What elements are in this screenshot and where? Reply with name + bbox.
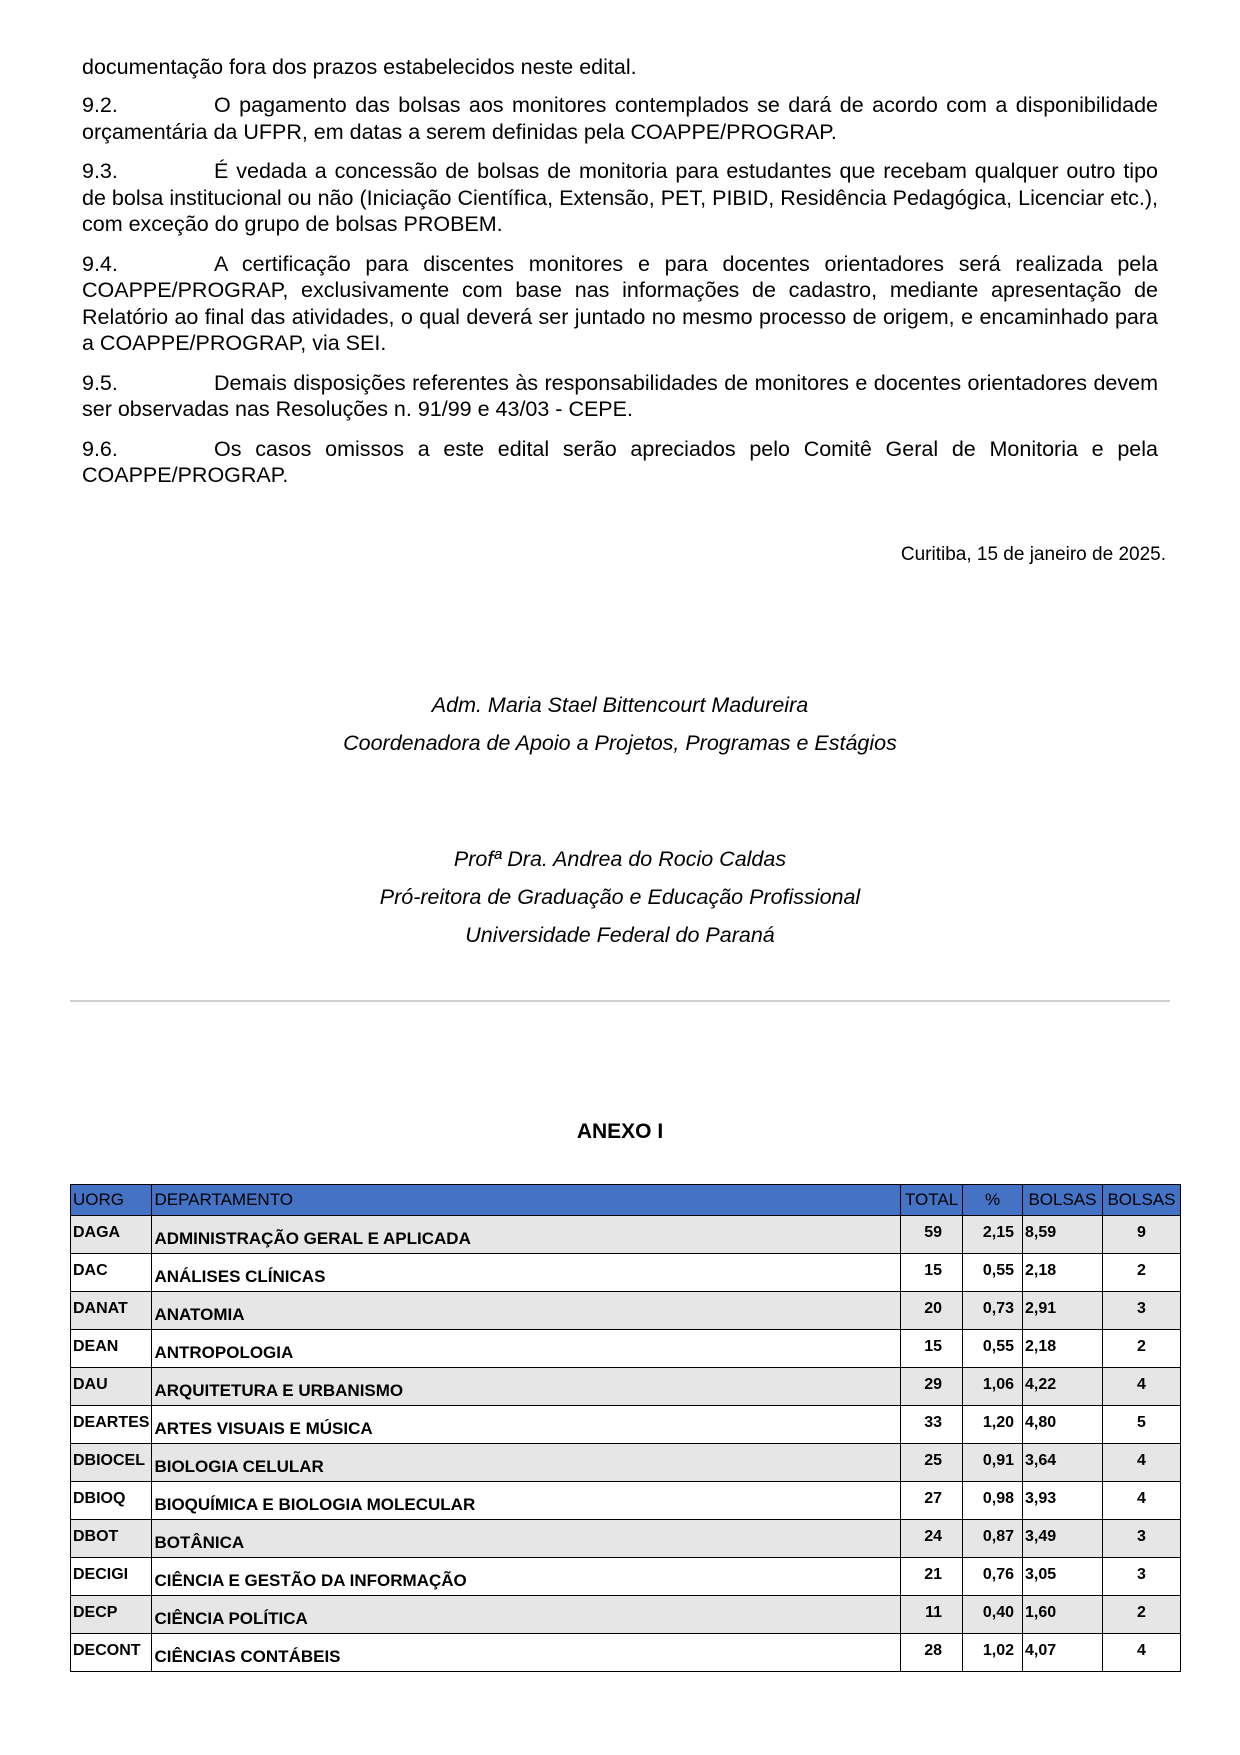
cell-uorg: DBOT bbox=[71, 1520, 152, 1558]
cell-percent: 0,55 bbox=[963, 1330, 1023, 1368]
cell-bolsas-rounded: 5 bbox=[1102, 1406, 1180, 1444]
header-bolsas: BOLSAS bbox=[1023, 1185, 1103, 1216]
cell-bolsas: 3,49 bbox=[1023, 1520, 1103, 1558]
clause-text: Os casos omissos a este edital serão apreciados pelo Comitê Geral de Monitoria e pela COAPPE/PROGRAP. bbox=[82, 436, 1158, 487]
table-row bbox=[71, 1292, 1181, 1330]
clause-number: 9.3. bbox=[82, 159, 118, 183]
cell-uorg: DBIOCEL bbox=[71, 1444, 152, 1482]
clause-number: 9.2. bbox=[82, 93, 118, 117]
cell-departamento: ANTROPOLOGIA bbox=[152, 1330, 901, 1368]
cell-percent: 0,55 bbox=[963, 1254, 1023, 1292]
cell-uorg: DECIGI bbox=[71, 1558, 152, 1596]
header-percent: % bbox=[963, 1185, 1023, 1216]
signatory-institution: Universidade Federal do Paraná bbox=[465, 923, 775, 947]
clause-text: Demais disposições referentes às responsabilidades de monitores e docentes orientadores devem ser observadas nas Resoluções n. 91/99 e 43/03 - CEPE. bbox=[82, 370, 1158, 421]
cell-bolsas: 2,91 bbox=[1023, 1292, 1103, 1330]
cell-departamento: BIOLOGIA CELULAR bbox=[152, 1444, 901, 1482]
cell-departamento: ANATOMIA bbox=[152, 1292, 901, 1330]
cell-total: 11 bbox=[901, 1596, 963, 1634]
cell-uorg: DEARTES bbox=[71, 1406, 152, 1444]
header-bolsas-rounded: BOLSAS bbox=[1102, 1185, 1180, 1216]
clause-9-6 bbox=[82, 436, 1158, 489]
signature-block-2 bbox=[82, 840, 1158, 954]
cell-percent: 0,98 bbox=[963, 1482, 1023, 1520]
header-uorg: UORG bbox=[71, 1185, 152, 1216]
cell-bolsas: 8,59 bbox=[1023, 1216, 1103, 1254]
annex-title: ANEXO I bbox=[576, 1120, 664, 1143]
cell-total: 20 bbox=[901, 1292, 963, 1330]
clauses bbox=[82, 92, 1158, 502]
clause-number: 9.6. bbox=[82, 436, 118, 461]
cell-bolsas: 4,22 bbox=[1023, 1368, 1103, 1406]
cell-uorg: DBIOQ bbox=[71, 1482, 152, 1520]
table-row bbox=[71, 1216, 1181, 1254]
table-row bbox=[71, 1254, 1181, 1292]
cell-bolsas-rounded: 3 bbox=[1102, 1292, 1180, 1330]
header-departamento: DEPARTAMENTO bbox=[152, 1185, 901, 1216]
clause-number: 9.5. bbox=[82, 370, 118, 395]
cell-bolsas: 4,80 bbox=[1023, 1406, 1103, 1444]
clause-9-2 bbox=[82, 92, 1158, 145]
cell-bolsas: 3,93 bbox=[1023, 1482, 1103, 1520]
cell-uorg: DAGA bbox=[71, 1216, 152, 1254]
clause-number: 9.4. bbox=[82, 251, 118, 276]
cell-departamento: ARQUITETURA E URBANISMO bbox=[152, 1368, 901, 1406]
cell-total: 15 bbox=[901, 1330, 963, 1368]
cell-bolsas-rounded: 2 bbox=[1102, 1254, 1180, 1292]
cell-total: 15 bbox=[901, 1254, 963, 1292]
cell-uorg: DECP bbox=[71, 1596, 152, 1634]
cell-total: 24 bbox=[901, 1520, 963, 1558]
table-row bbox=[71, 1482, 1181, 1520]
cell-bolsas: 3,05 bbox=[1023, 1558, 1103, 1596]
signatory-name: Adm. Maria Stael Bittencourt Madureira bbox=[431, 693, 809, 717]
cell-uorg: DAU bbox=[71, 1368, 152, 1406]
cell-bolsas-rounded: 4 bbox=[1102, 1634, 1180, 1672]
cell-departamento: ARTES VISUAIS E MÚSICA bbox=[152, 1406, 901, 1444]
annex-table-body bbox=[71, 1216, 1181, 1672]
cell-uorg: DAC bbox=[71, 1254, 152, 1292]
clause-9-5 bbox=[82, 370, 1158, 423]
cell-departamento: ANÁLISES CLÍNICAS bbox=[152, 1254, 901, 1292]
cell-total: 27 bbox=[901, 1482, 963, 1520]
cell-departamento: CIÊNCIA POLÍTICA bbox=[152, 1596, 901, 1634]
table-row bbox=[71, 1330, 1181, 1368]
cell-percent: 0,87 bbox=[963, 1520, 1023, 1558]
cell-bolsas-rounded: 4 bbox=[1102, 1368, 1180, 1406]
table-row bbox=[71, 1406, 1181, 1444]
cell-departamento: BOTÂNICA bbox=[152, 1520, 901, 1558]
cell-percent: 1,20 bbox=[963, 1406, 1023, 1444]
cell-bolsas: 2,18 bbox=[1023, 1254, 1103, 1292]
cell-percent: 0,73 bbox=[963, 1292, 1023, 1330]
clause-9-3 bbox=[82, 158, 1158, 238]
clause-9-4 bbox=[82, 251, 1158, 357]
cell-bolsas: 1,60 bbox=[1023, 1596, 1103, 1634]
cell-bolsas-rounded: 9 bbox=[1102, 1216, 1180, 1254]
signature-block-1 bbox=[82, 686, 1158, 762]
table-row bbox=[71, 1596, 1181, 1634]
header-total: TOTAL bbox=[901, 1185, 963, 1216]
cell-bolsas-rounded: 3 bbox=[1102, 1558, 1180, 1596]
clause-text: O pagamento das bolsas aos monitores contemplados se dará de acordo com a disponibilidade orçamentária da UFPR, em datas a serem definidas pela COAPPE/PROGRAP. bbox=[82, 93, 1158, 144]
signatory-role: Coordenadora de Apoio a Projetos, Programas e Estágios bbox=[343, 731, 897, 755]
table-row bbox=[71, 1558, 1181, 1596]
cell-total: 21 bbox=[901, 1558, 963, 1596]
cell-departamento: CIÊNCIAS CONTÁBEIS bbox=[152, 1634, 901, 1672]
signatory-role: Pró-reitora de Graduação e Educação Profissional bbox=[379, 885, 861, 909]
table-row bbox=[71, 1520, 1181, 1558]
cell-percent: 0,91 bbox=[963, 1444, 1023, 1482]
page-divider bbox=[70, 1000, 1170, 1002]
cell-total: 29 bbox=[901, 1368, 963, 1406]
cell-total: 59 bbox=[901, 1216, 963, 1254]
cell-departamento: ADMINISTRAÇÃO GERAL E APLICADA bbox=[152, 1216, 901, 1254]
cell-departamento: BIOQUÍMICA E BIOLOGIA MOLECULAR bbox=[152, 1482, 901, 1520]
table-row bbox=[71, 1634, 1181, 1672]
clause-text: A certificação para discentes monitores e para docentes orientadores será realizada pela COAPPE/PROGRAP, exclusivamente com base nas informações de cadastro, mediante apresentação de Relatório ao final das atividades, o qual deverá ser juntado no mesmo processo de origem, e encaminhado para a COAPPE/PROGRAP, via SEI. bbox=[82, 251, 1158, 355]
cell-total: 28 bbox=[901, 1634, 963, 1672]
signatory-name: Profª Dra. Andrea do Rocio Caldas bbox=[453, 847, 787, 871]
cell-bolsas: 2,18 bbox=[1023, 1330, 1103, 1368]
cell-bolsas: 4,07 bbox=[1023, 1634, 1103, 1672]
annex-table bbox=[70, 1184, 1181, 1672]
cell-departamento: CIÊNCIA E GESTÃO DA INFORMAÇÃO bbox=[152, 1558, 901, 1596]
table-row bbox=[71, 1368, 1181, 1406]
cell-uorg: DEAN bbox=[71, 1330, 152, 1368]
cell-bolsas-rounded: 4 bbox=[1102, 1482, 1180, 1520]
cell-uorg: DECONT bbox=[71, 1634, 152, 1672]
cell-total: 25 bbox=[901, 1444, 963, 1482]
cell-bolsas-rounded: 2 bbox=[1102, 1330, 1180, 1368]
cell-bolsas: 3,64 bbox=[1023, 1444, 1103, 1482]
cell-percent: 0,40 bbox=[963, 1596, 1023, 1634]
cell-bolsas-rounded: 4 bbox=[1102, 1444, 1180, 1482]
dateline: Curitiba, 15 de janeiro de 2025. bbox=[900, 544, 1166, 565]
cell-percent: 1,02 bbox=[963, 1634, 1023, 1672]
table-header-row bbox=[71, 1185, 1181, 1216]
table-row bbox=[71, 1444, 1181, 1482]
cell-uorg: DANAT bbox=[71, 1292, 152, 1330]
intro-line: documentação fora dos prazos estabelecidos neste edital. bbox=[82, 55, 637, 79]
cell-bolsas-rounded: 2 bbox=[1102, 1596, 1180, 1634]
cell-percent: 2,15 bbox=[963, 1216, 1023, 1254]
cell-percent: 1,06 bbox=[963, 1368, 1023, 1406]
clause-text: É vedada a concessão de bolsas de monitoria para estudantes que recebam qualquer outro tipo de bolsa institucional ou não (Iniciação Científica, Extensão, PET, PIBID, Residência Pedagógica, Licenciar etc.), com exceção do grupo de bolsas PROBEM. bbox=[82, 159, 1158, 236]
cell-percent: 0,76 bbox=[963, 1558, 1023, 1596]
cell-bolsas-rounded: 3 bbox=[1102, 1520, 1180, 1558]
cell-total: 33 bbox=[901, 1406, 963, 1444]
